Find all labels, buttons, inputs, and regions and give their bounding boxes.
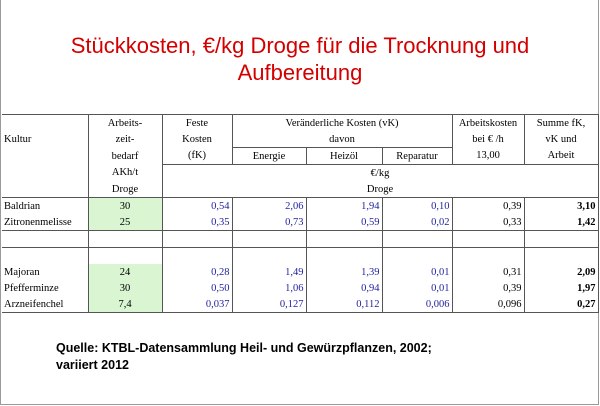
header-summe-2: vK und [524,131,598,148]
cell-fk: 0,50 [162,280,232,296]
cell-kultur: Baldrian [4,200,41,212]
cell-akh: 7,4 [88,296,162,313]
cell-reparatur: 0,006 [382,296,452,313]
cell-heizoel: 0,59 [306,214,382,231]
cell-fk: 0,28 [162,264,232,280]
header-reparatur: Reparatur [382,148,452,165]
cell-energie: 0,127 [232,296,306,313]
header-arbeitszeit-3: bedarf [88,148,162,165]
cell-reparatur: 0,01 [382,264,452,280]
table-spacer-row [2,231,598,248]
slide-title [0,32,600,86]
header-row-3 [2,148,598,165]
cell-reparatur: 0,01 [382,280,452,296]
table-row [2,280,598,296]
cell-akh: 25 [88,214,162,231]
cell-kultur: Arzneifenchel [2,296,88,313]
table-row [2,264,598,280]
header-arbeitszeit-1: Arbeits- [88,115,162,132]
cell-kultur: Pfefferminze [4,282,59,294]
cell-energie: 1,49 [232,264,306,280]
table-row [2,296,598,313]
header-arbeitszeit-4: AKh/t [88,165,162,182]
header-summe-3: Arbeit [524,148,598,165]
header-arbeitszeit-5: Droge [88,181,162,198]
table-row [2,198,598,215]
header-variable-costs: Veränderliche Kosten (vK) [232,115,452,132]
cell-fk: 0,35 [162,214,232,231]
cell-akh: 30 [88,280,162,296]
header-feste-2: Kosten [162,131,232,148]
cell-summe: 1,42 [524,214,598,231]
cell-arbeitskosten: 0,31 [452,264,524,280]
cell-arbeitskosten: 0,39 [452,198,524,215]
cell-fk: 0,54 [162,198,232,215]
table-spacer-row [2,248,598,265]
cost-table [2,114,599,313]
cell-summe: 0,27 [524,296,598,313]
slide-title-line-1: Stückkosten, €/kg Droge für die Trocknung und [70,33,530,58]
source-line-2: variiert 2012 [56,358,129,372]
cell-arbeitskosten: 0,39 [452,280,524,296]
cell-akh: 30 [88,198,162,215]
source-note [56,340,432,374]
header-summe-1: Summe fK, [524,115,598,132]
header-kultur: Kultur [4,133,32,145]
cell-kultur: Zitronenmelisse [4,216,72,228]
header-unit-1: €/kg [162,165,598,182]
cell-heizoel: 1,39 [306,264,382,280]
header-arbeitskosten-2: bei € /h [452,131,524,148]
header-heizoel: Heizöl [306,148,382,165]
header-row-4 [2,165,598,182]
cell-akh: 24 [88,264,162,280]
header-row-5 [2,181,598,198]
header-feste-1: Feste [162,115,232,132]
cell-heizoel: 0,94 [306,280,382,296]
cell-summe: 2,09 [524,264,598,280]
header-row-1 [2,115,598,132]
header-arbeitskosten-3: 13,00 [452,148,524,165]
cell-summe: 1,97 [524,280,598,296]
slide-title-line-2: Aufbereitung [237,60,363,85]
cell-energie: 2,06 [232,198,306,215]
header-energie: Energie [232,148,306,165]
header-davon: davon [232,131,452,148]
cell-energie: 1,06 [232,280,306,296]
table-row [2,214,598,231]
source-line-1: Quelle: KTBL-Datensammlung Heil- und Gewürzpflanzen, 2002; [56,341,432,355]
cell-summe: 3,10 [524,198,598,215]
cell-fk: 0,037 [162,296,232,313]
header-arbeitszeit-2: zeit- [88,131,162,148]
cell-arbeitskosten: 0,33 [452,214,524,231]
cell-energie: 0,73 [232,214,306,231]
cell-reparatur: 0,10 [382,198,452,215]
header-row-2 [2,131,598,148]
cell-kultur: Majoran [4,266,40,278]
header-arbeitskosten-1: Arbeitskosten [452,115,524,132]
cell-heizoel: 0,112 [306,296,382,313]
cell-reparatur: 0,02 [382,214,452,231]
header-feste-3: (fK) [162,148,232,165]
cell-heizoel: 1,94 [306,198,382,215]
cell-arbeitskosten: 0,096 [452,296,524,313]
header-unit-2: Droge [162,181,598,198]
